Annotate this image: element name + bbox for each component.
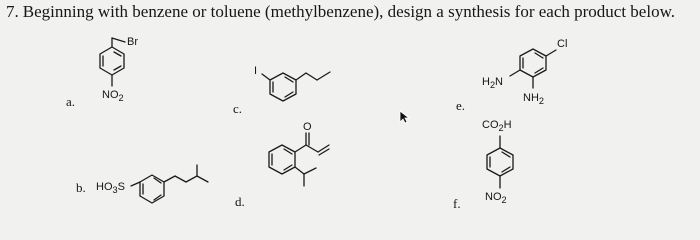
product-f-letter: f. [453, 196, 461, 211]
structure-d [269, 133, 329, 186]
product-c-letter: c. [233, 101, 243, 116]
arrow-cursor-icon [399, 110, 411, 124]
structure-a [100, 38, 125, 86]
question-prompt: Beginning with benzene or toluene (methylbenzene), design a synthesis for each product below. [22, 2, 676, 21]
substituent-br: Br [127, 36, 138, 48]
substituent-ho3s: $HO_3S$ [96, 181, 125, 196]
structure-f [487, 136, 513, 188]
question-number: 7. [6, 2, 19, 21]
substituent-o: O [303, 121, 312, 133]
substituent-co2h: $CO_2H$ [482, 119, 512, 134]
substituent-h2n: $H_2N$ [482, 76, 503, 91]
structure-c [262, 72, 330, 101]
structure-e [510, 49, 556, 88]
substituent-i: I [254, 65, 258, 77]
substituent-no2-f: $NO_2$ [485, 191, 507, 206]
product-e-letter: e. [456, 98, 466, 113]
product-d-letter: d. [235, 194, 245, 209]
substituent-cl: Cl [557, 38, 568, 50]
product-b-letter: b. [76, 180, 86, 195]
substituent-nh2: $NH_2$ [523, 92, 544, 107]
substituent-no2-a: $NO_2$ [102, 89, 124, 104]
structure-b [131, 165, 208, 203]
product-a-letter: a. [66, 94, 76, 109]
